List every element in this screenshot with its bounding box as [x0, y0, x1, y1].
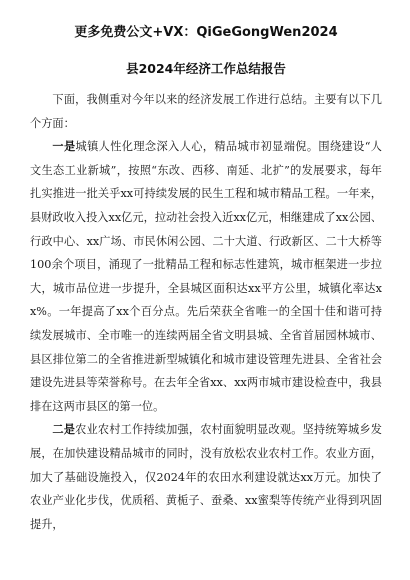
document-title: 县2024年经济工作总结报告: [126, 61, 286, 76]
intro-paragraph: 下面，我侧重对今年以来的经济发展工作进行总结。主要有以下几个方面：: [30, 93, 382, 130]
section-lead-1: 一是: [52, 140, 76, 154]
section-text-1: 城镇人性化理念深入人心，精品城市初显端倪。围绕建设“人文生态工业新城”，按照“东改、西移、南延、北扩”的发展要求，每年扎实推进一批关乎xx可持续发展的民生工程和城市精品工程。一年来，县财政收入投入xx亿元，拉动社会投入近xx亿元，相继建成了xx公园、行政中心、xx广场、市民休闲公园、二十大道、行政新区、二十大桥等100余个项目，涌现了一批精品工程和标志性建筑，城市框架进一步拉大，城市品位进一步提升，全县城区面积达xx平方公里，城镇化率达xx%。一年提高了xx个百分点。先后荣获全省唯一的全国十佳和谐可持续发展城市、全市唯一的连续两届全省文明县城、全省首届园林城市、县区排位第二的全省推进新型城镇化和城市建设管理先进县、全省社会建设先进县等荣誉称号。在去年全省xx、xx两市城市建设检查中，我县排在这两市县区的第一位。: [30, 140, 382, 413]
section-paragraph-2: [30, 418, 382, 536]
section-lead-2: 二是: [52, 423, 76, 437]
section-text-2: 农业农村工作持续加强，农村面貌明显改观。坚持统筹城乡发展，在加快建设精品城市的同时，没有放松农业农村工作。农业方面，加大了基础设施投入，仅2024年的农田水利建设就达xx万元。加快了农业产业化步伐，优质稻、黄栀子、蚕桑、xx蜜梨等传统产业得到巩固提升，: [30, 423, 382, 531]
promo-banner: 更多免费公文+VX：QiGeGongWen2024: [74, 25, 338, 40]
section-paragraph-1: [30, 135, 382, 418]
